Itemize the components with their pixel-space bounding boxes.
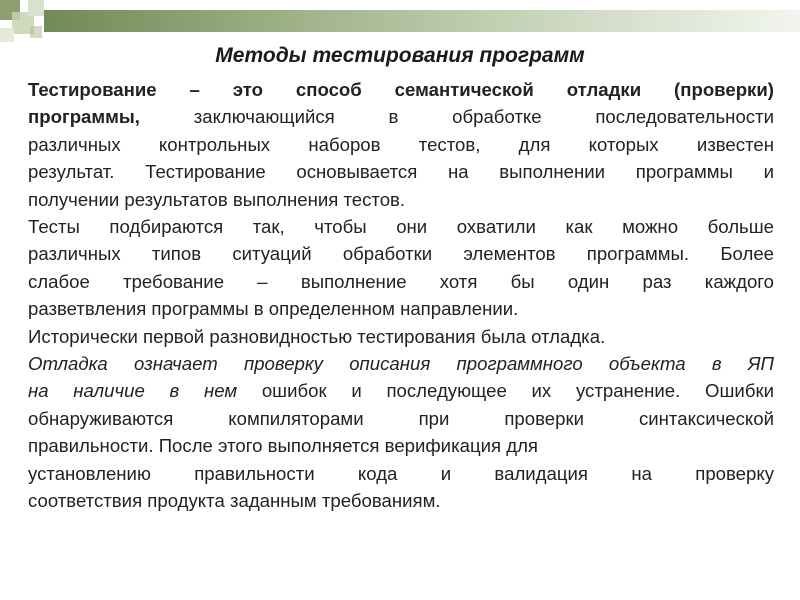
text-line: соответствия продукта заданным требованиям.	[28, 490, 441, 512]
text-line: разветвления программы в определенном направлении.	[28, 298, 519, 320]
paragraph-history	[28, 323, 774, 350]
decor-square	[28, 0, 44, 16]
text-span: заключающийся в обработке последовательности	[139, 106, 774, 128]
paragraph-definition	[28, 76, 774, 213]
header-gradient-band	[44, 10, 800, 32]
text-line	[28, 103, 774, 130]
text-line: Отладка означает проверку описания программного объекта в ЯП	[28, 353, 774, 375]
text-span: ошибок и последующее их устранение. Ошибки	[237, 380, 774, 402]
decor-square	[30, 26, 42, 38]
text-line: результат. Тестирование основывается на выполнении программы и	[28, 161, 774, 183]
slide-title: Методы тестирования программ	[215, 44, 585, 67]
text-line	[28, 377, 774, 404]
text-line: получении результатов выполнения тестов.	[28, 188, 406, 210]
text-line: различных типов ситуаций обработки элементов программы. Более	[28, 243, 774, 265]
decor-square	[0, 28, 14, 42]
slide-body	[28, 76, 774, 515]
text-line: Тестирование – это способ семантической отладки (проверки)	[28, 79, 774, 100]
text-line: обнаруживаются компиляторами при проверки синтаксической	[28, 407, 774, 429]
bold-term: программы,	[28, 106, 140, 128]
text-line: слабое требование – выполнение хотя бы один раз каждого	[28, 270, 774, 292]
text-line: Исторически первой разновидностью тестирования была отладка.	[28, 325, 606, 347]
text-line: правильности. После этого выполняется верификация для	[28, 435, 538, 457]
italic-span: на наличие в нем	[28, 380, 238, 402]
paragraph-tests	[28, 213, 774, 323]
paragraph-debugging	[28, 350, 774, 514]
text-line: Тесты подбираются так, чтобы они охватили как можно больше	[28, 216, 774, 238]
text-line: различных контрольных наборов тестов, для которых известен	[28, 133, 774, 155]
text-line: установлению правильности кода и валидация на проверку	[28, 462, 774, 484]
